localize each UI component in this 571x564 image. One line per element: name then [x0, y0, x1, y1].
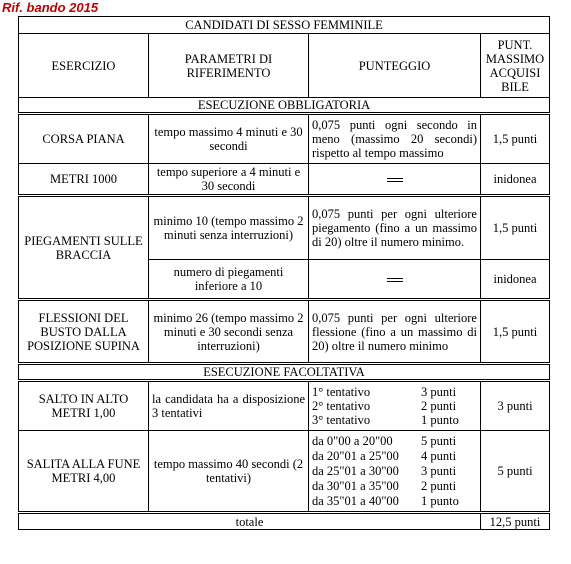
esercizio-cell: SALITA ALLA FUNE METRI 4,00	[19, 431, 149, 513]
title-row	[19, 17, 550, 34]
list-item: da 20"01 a 25"00 4 punti	[312, 448, 457, 463]
list-item: da 35"01 a 40"00 1 punto	[312, 493, 459, 508]
header-punteggio: PUNTEGGIO	[309, 34, 481, 98]
ref-label: Rif. bando 2015	[2, 0, 99, 15]
header-parametri: PARAMETRI DI RIFERIMENTO	[149, 34, 309, 98]
punteggio-cell: 0,075 punti ogni secondo in meno (massimo 20 secondi) rispetto al tempo massimo	[309, 114, 481, 164]
table-row	[19, 300, 550, 364]
header-esercizio: ESERCIZIO	[19, 34, 149, 98]
section-obbligatoria: ESECUZIONE OBBLIGATORIA	[19, 98, 550, 114]
list-item: da 0"00 a 20"00 5 punti	[312, 433, 457, 448]
table-row	[19, 431, 550, 513]
esercizio-cell: CORSA PIANA	[19, 114, 149, 164]
max-cell: 5 punti	[481, 431, 550, 513]
punteggio-cell	[309, 260, 481, 300]
max-cell: inidonea	[481, 260, 550, 300]
max-cell: 1,5 punti	[481, 300, 550, 364]
section-row	[19, 98, 550, 114]
punteggio-cell	[309, 381, 481, 431]
list-item: 3° tentativo 1 punto	[312, 413, 459, 427]
table-title: CANDIDATI DI SESSO FEMMINILE	[19, 17, 550, 34]
punteggio-cell	[309, 431, 481, 513]
max-cell: inidonea	[481, 164, 550, 196]
parametro-cell: minimo 10 (tempo massimo 2 minuti senza interruzioni)	[149, 196, 309, 260]
punteggio-cell: 0,075 punti per ogni ulteriore piegamento (fino a un massimo di 20) oltre il numero minimo.	[309, 196, 481, 260]
table-row	[19, 164, 550, 196]
totale-value: 12,5 punti	[481, 513, 550, 530]
header-punt-max: PUNT. MASSIMO ACQUISI BILE	[481, 34, 550, 98]
dash-mark	[387, 178, 403, 182]
punteggio-cell: 0,075 punti per ogni ulteriore flessione (fino a un massimo di 20) oltre il numero minimo	[309, 300, 481, 364]
scoring-table	[18, 16, 550, 530]
total-row	[19, 513, 550, 530]
table-row	[19, 114, 550, 164]
table-row	[19, 381, 550, 431]
section-row	[19, 364, 550, 381]
section-facoltativa: ESECUZIONE FACOLTATIVA	[19, 364, 550, 381]
list-item: da 25"01 a 30"00 3 punti	[312, 463, 457, 478]
list-item: 2° tentativo 2 punti	[312, 399, 457, 413]
list-item: 1° tentativo 3 punti	[312, 385, 457, 399]
esercizio-cell: SALTO IN ALTO METRI 1,00	[19, 381, 149, 431]
max-cell: 1,5 punti	[481, 196, 550, 260]
parametro-cell: tempo superiore a 4 minuti e 30 secondi	[149, 164, 309, 196]
totale-label: totale	[19, 513, 481, 530]
punteggio-cell	[309, 164, 481, 196]
esercizio-cell: METRI 1000	[19, 164, 149, 196]
table-row	[19, 196, 550, 260]
parametro-cell: numero di piegamenti inferiore a 10	[149, 260, 309, 300]
dash-mark	[387, 278, 403, 282]
parametro-cell: tempo massimo 40 secondi (2 tentativi)	[149, 431, 309, 513]
list-item: da 30"01 a 35"00 2 punti	[312, 478, 457, 493]
parametro-cell: minimo 26 (tempo massimo 2 minuti e 30 secondi senza interruzioni)	[149, 300, 309, 364]
esercizio-cell: PIEGAMENTI SULLE BRACCIA	[19, 196, 149, 300]
max-cell: 3 punti	[481, 381, 550, 431]
max-cell: 1,5 punti	[481, 114, 550, 164]
parametro-cell: la candidata ha a disposizione 3 tentativi	[149, 381, 309, 431]
header-row	[19, 34, 550, 98]
parametro-cell: tempo massimo 4 minuti e 30 secondi	[149, 114, 309, 164]
esercizio-cell: FLESSIONI DEL BUSTO DALLA POSIZIONE SUPINA	[19, 300, 149, 364]
